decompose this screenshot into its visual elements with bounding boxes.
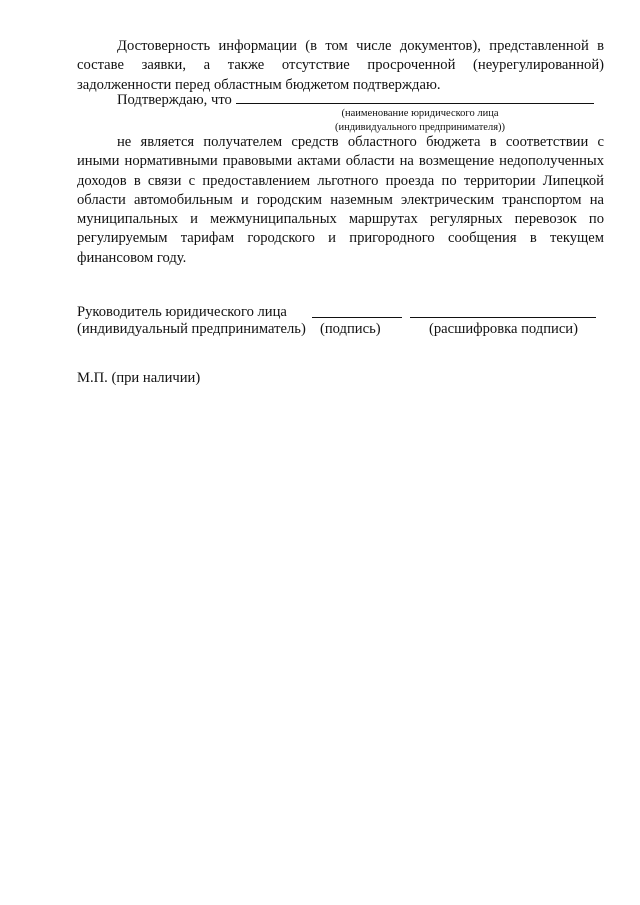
signature-blank	[312, 317, 402, 318]
entity-name-caption-line1: (наименование юридического лица	[341, 108, 499, 119]
entity-name-blank	[236, 89, 594, 104]
signature-caption: (подпись)	[320, 321, 381, 337]
reliability-paragraph: Достоверность информации (в том числе документов), представленной в составе заявки, а также отсутствие просроченной (неурегулированной) задолженности перед областным бюджетом подтверждаю.	[77, 38, 604, 93]
signature-decoding-caption: (расшифровка подписи)	[429, 321, 578, 337]
stamp-note: М.П. (при наличии)	[77, 370, 201, 386]
signature-captions-row	[77, 320, 607, 339]
not-recipient-paragraph: не является получателем средств областного бюджета в соответствии с иными нормативными правовыми актами области на возмещение недополученных доходов в связи с предоставлением льготного проезда по территории Липецкой области автомобильным и городским наземным электрическим транспортом на муниципальных и межмуниципальных маршрутах регулярных перевозок по регулируемым тарифам городского и пригородного сообщения в текущем финансовом году.	[77, 134, 604, 266]
signature-decoding-blank	[410, 317, 596, 318]
entity-name-caption-line2: (индивидуального предпринимателя))	[334, 122, 506, 133]
head-label: Руководитель юридического лица	[77, 304, 287, 320]
head-label-line2: (индивидуальный предприниматель)	[77, 321, 306, 337]
confirm-prefix: Подтверждаю, что	[117, 92, 232, 108]
